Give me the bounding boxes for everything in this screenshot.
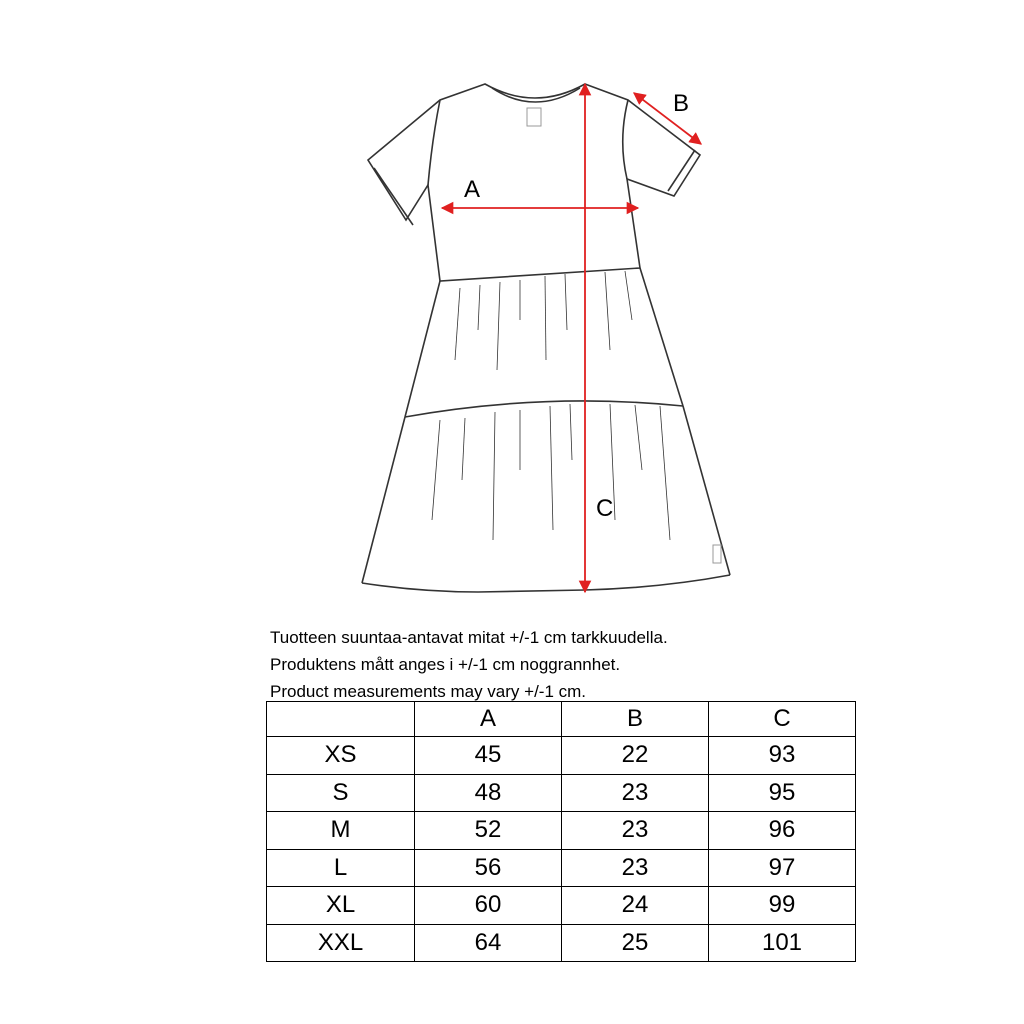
table-row	[267, 737, 856, 775]
measurement-notes	[270, 624, 870, 705]
c-cell: 101	[709, 924, 856, 962]
a-cell: 60	[415, 887, 562, 925]
b-cell: 22	[562, 737, 709, 775]
a-cell: 52	[415, 812, 562, 850]
size-table	[266, 701, 856, 962]
a-cell: 45	[415, 737, 562, 775]
measure-b-arrow	[634, 93, 701, 144]
size-cell: XS	[267, 737, 415, 775]
b-cell: 23	[562, 812, 709, 850]
side-tag	[713, 545, 721, 563]
table-row	[267, 849, 856, 887]
note-english: Product measurements may vary +/-1 cm.	[270, 682, 587, 701]
b-cell: 24	[562, 887, 709, 925]
header-c: C	[709, 702, 856, 737]
dress-outline	[362, 84, 730, 592]
c-cell: 99	[709, 887, 856, 925]
note-swedish: Produktens mått anges i +/-1 cm noggrannhet.	[270, 655, 621, 674]
neck-label	[527, 108, 541, 126]
header-size	[267, 702, 415, 737]
c-cell: 93	[709, 737, 856, 775]
table-row	[267, 887, 856, 925]
c-cell: 95	[709, 774, 856, 812]
note-finnish: Tuotteen suuntaa-antavat mitat +/-1 cm tarkkuudella.	[270, 628, 668, 647]
header-b: B	[562, 702, 709, 737]
c-cell: 97	[709, 849, 856, 887]
header-a: A	[415, 702, 562, 737]
measure-a-label: A	[464, 176, 481, 203]
b-cell: 23	[562, 774, 709, 812]
table-row	[267, 774, 856, 812]
a-cell: 56	[415, 849, 562, 887]
size-cell: XL	[267, 887, 415, 925]
b-cell: 25	[562, 924, 709, 962]
size-cell: XXL	[267, 924, 415, 962]
table-header-row	[267, 702, 856, 737]
c-cell: 96	[709, 812, 856, 850]
measure-c-label: C	[596, 495, 614, 522]
table-row	[267, 812, 856, 850]
table-row	[267, 924, 856, 962]
a-cell: 64	[415, 924, 562, 962]
size-cell: L	[267, 849, 415, 887]
measure-b-label: B	[673, 90, 690, 117]
b-cell: 23	[562, 849, 709, 887]
size-cell: S	[267, 774, 415, 812]
size-cell: M	[267, 812, 415, 850]
a-cell: 48	[415, 774, 562, 812]
